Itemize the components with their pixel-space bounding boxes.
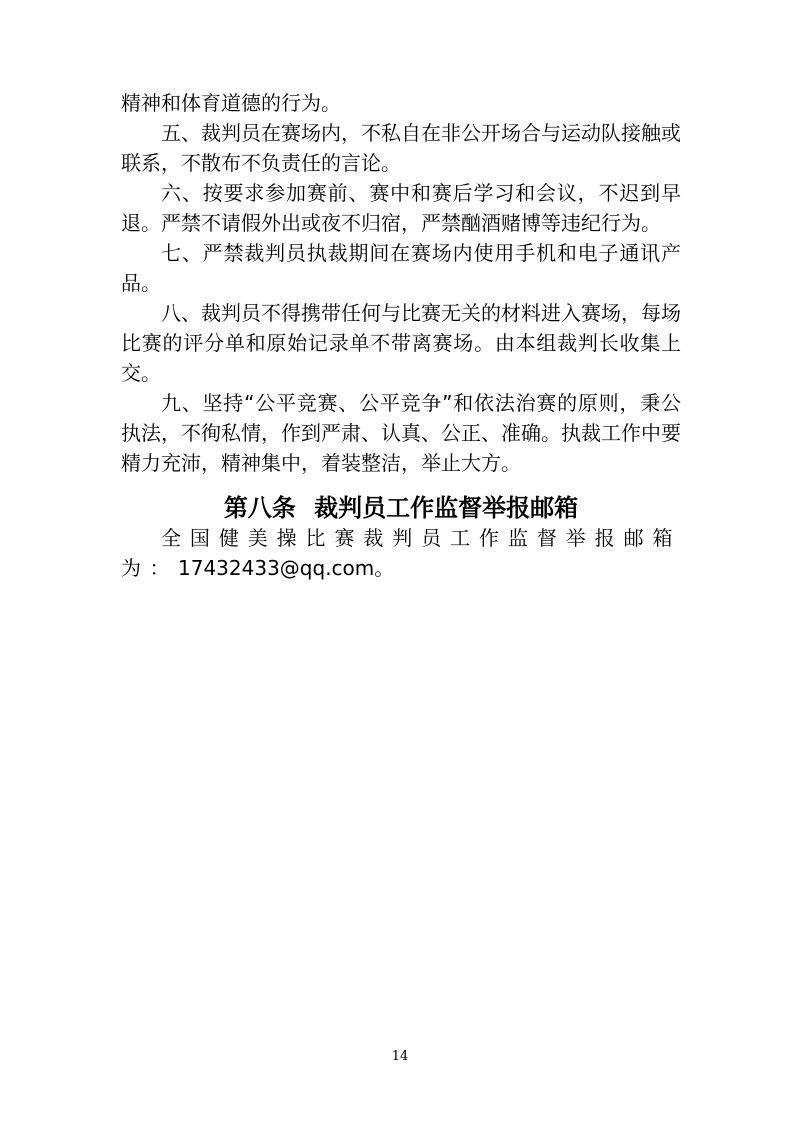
paragraph-rule-8: 八、裁判员不得携带任何与比赛无关的材料进入赛场，每场比赛的评分单和原始记录单不带离赛场。由本组裁判长收集上交。 [121, 301, 681, 385]
section-heading: 第八条 裁判员工作监督举报邮箱 [223, 494, 579, 522]
paragraph-rule-7: 七、严禁裁判员执裁期间在赛场内使用手机和电子通讯产品。 [121, 241, 681, 295]
paragraph-rule-5: 五、裁判员在赛场内，不私自在非公开场合与运动队接触或联系，不散布不负责任的言论。 [121, 121, 681, 175]
page-number: 14 [391, 1049, 409, 1064]
report-email: 17432433@qq.com。 [178, 556, 395, 580]
paragraph-continuation: 精神和体育道德的行为。 [121, 91, 341, 115]
paragraph-rule-9: 九、坚持“公平竞赛、公平竞争”和依法治赛的原则，秉公执法，不徇私情，作到严肃、认真、公正、准确。执裁工作中要精力充沛，精神集中，着装整洁，举止大方。 [121, 391, 681, 475]
paragraph-rule-6: 六、按要求参加赛前、赛中和赛后学习和会议，不迟到早退。严禁不请假外出或夜不归宿，严禁酗酒赌博等违纪行为。 [121, 181, 681, 235]
report-paragraph [121, 523, 681, 583]
report-line: 全国健美操比赛裁判员工作监督举报邮箱为： [121, 526, 681, 580]
document-body [121, 88, 681, 583]
